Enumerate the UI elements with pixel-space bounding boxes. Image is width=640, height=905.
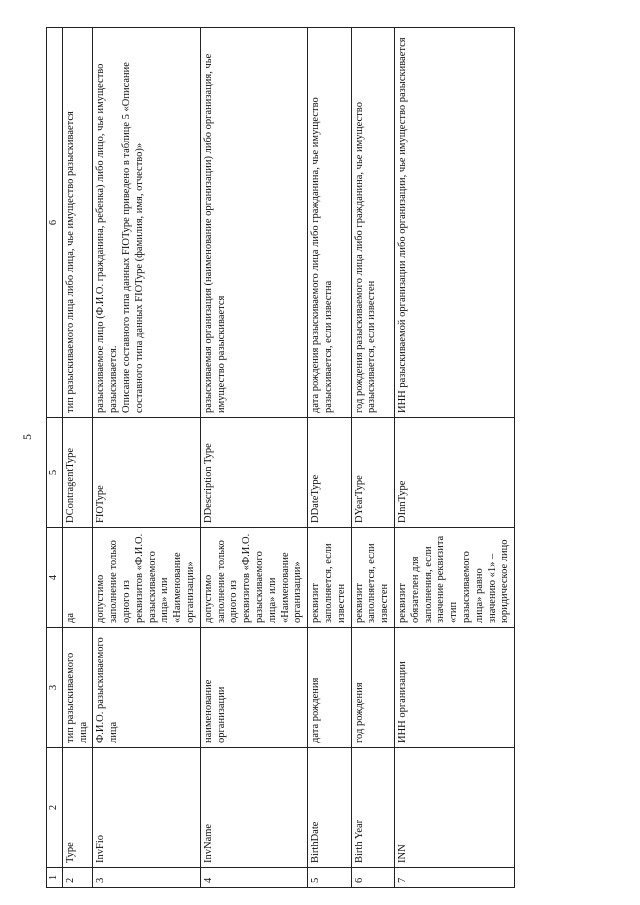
- element-note: ИНН разыскиваемой организации либо организации, чье имущество разыскивается: [394, 28, 514, 418]
- element-requirement: допустимо заполнение только одного из реквизитов «Ф.И.О. разыскиваемого лица» или «Наименование организации»: [200, 528, 307, 628]
- element-name: InvFio: [93, 748, 200, 868]
- element-type: DDateType: [308, 418, 351, 528]
- element-name: BirthDate: [308, 748, 351, 868]
- row-number: 6: [351, 868, 394, 888]
- row-number: 2: [62, 868, 93, 888]
- element-name: INN: [394, 748, 514, 868]
- column-number-row: [47, 28, 63, 888]
- row-number: 7: [394, 868, 514, 888]
- element-description: год рождения: [351, 628, 394, 748]
- element-note: разыскиваемая организация (наименование организации) либо организация, чье имущество разыскивается: [200, 28, 307, 418]
- table-row: [62, 28, 93, 888]
- element-note: тип разыскиваемого лица либо лица, чье имущество разыскивается: [62, 28, 93, 418]
- column-number: 1: [47, 868, 63, 888]
- element-description: ИНН организации: [394, 628, 514, 748]
- element-description: наименование организации: [200, 628, 307, 748]
- row-number: 5: [308, 868, 351, 888]
- column-number: 2: [47, 748, 63, 868]
- table-row: [394, 28, 514, 888]
- table-row: [351, 28, 394, 888]
- element-description: дата рождения: [308, 628, 351, 748]
- column-number: 3: [47, 628, 63, 748]
- element-requirement: допустимо заполнение только одного из реквизитов «Ф.И.О. разыскиваемого лица» или «Наименование организации»: [93, 528, 200, 628]
- table-row: [308, 28, 351, 888]
- element-name: Type: [62, 748, 93, 868]
- element-type: FIOType: [93, 418, 200, 528]
- row-number: 4: [200, 868, 307, 888]
- element-name: InvName: [200, 748, 307, 868]
- element-requirement: да: [62, 528, 93, 628]
- element-note: разыскиваемое лицо (Ф.И.О. гражданина, ребенка) либо лицо, чье имущество разыскивается. Описание составного типа данных FIOType приведено в таблице 5 «Описание составного типа данных FIOType (фамилия, имя, отчество)»: [93, 28, 200, 418]
- element-description: тип разыскиваемого лица: [62, 628, 93, 748]
- rotated-table-container: [46, 28, 606, 888]
- page-number: 5: [20, 434, 34, 440]
- column-number: 5: [47, 418, 63, 528]
- element-type: DContragentType: [62, 418, 93, 528]
- row-number: 3: [93, 868, 200, 888]
- element-requirement: реквизит заполняется, если известен: [351, 528, 394, 628]
- element-requirement: реквизит обязателен для заполнения, если значение реквизита «тип разыскиваемого лица» равно значению «1» – юридическое лицо: [394, 528, 514, 628]
- element-type: DInnType: [394, 418, 514, 528]
- element-note: дата рождения разыскиваемого лица либо гражданина, чье имущество разыскивается, если известна: [308, 28, 351, 418]
- element-note: год рождения разыскиваемого лица либо гражданина, чье имущество разыскивается, если известен: [351, 28, 394, 418]
- column-number: 4: [47, 528, 63, 628]
- element-type: DYearType: [351, 418, 394, 528]
- column-number: 6: [47, 28, 63, 418]
- table-row: [200, 28, 307, 888]
- element-requirement: реквизит заполняется, если известен: [308, 528, 351, 628]
- element-type: DDescription Type: [200, 418, 307, 528]
- element-name: Birth Year: [351, 748, 394, 868]
- requisites-table: [46, 27, 515, 888]
- element-description: Ф.И.О. разыскиваемого лица: [93, 628, 200, 748]
- table-row: [93, 28, 200, 888]
